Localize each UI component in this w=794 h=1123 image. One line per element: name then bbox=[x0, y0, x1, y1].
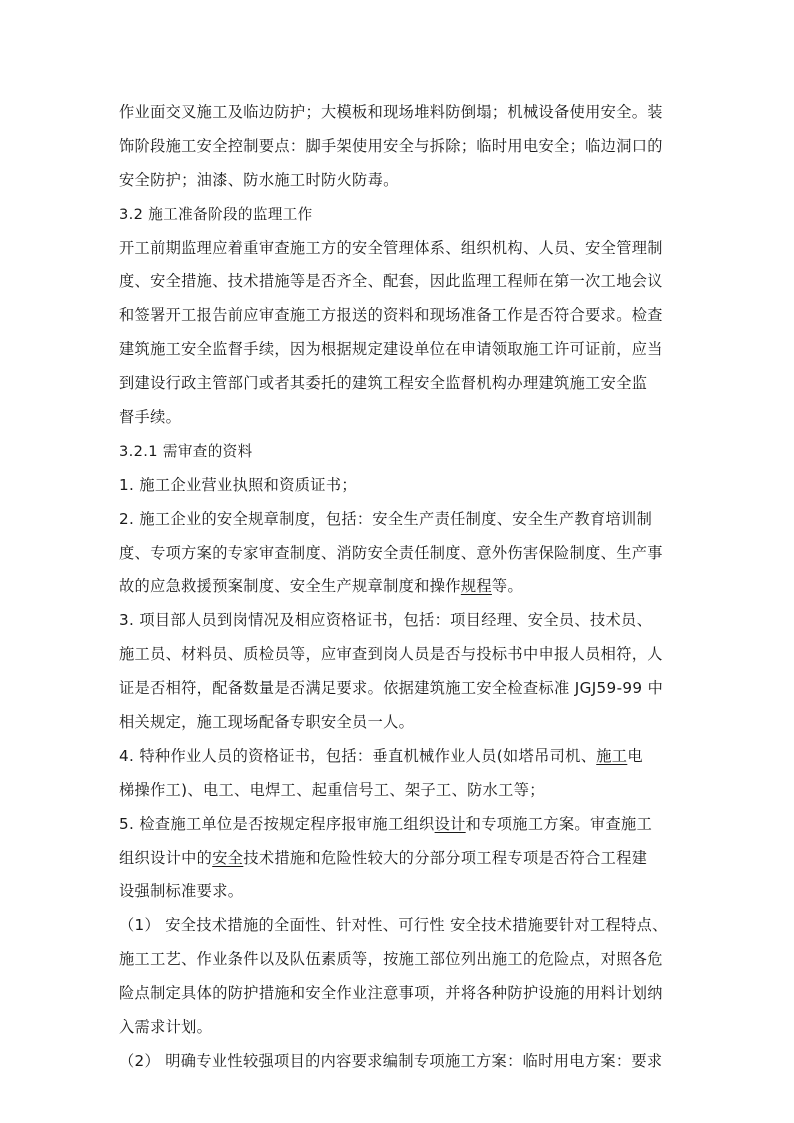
underlined-term: 规程 bbox=[460, 577, 492, 596]
list-item: （1） 安全技术措施的全面性、针对性、可行性 安全技术措施要针对工程特点、 bbox=[119, 916, 668, 935]
text-line: 证是否相符，配备数量是否满足要求。依据建筑施工安全检查标准 JGJ59-99 中 bbox=[119, 679, 664, 698]
text-segment: 组织设计中的 bbox=[119, 848, 213, 867]
list-item bbox=[119, 740, 676, 774]
text-line bbox=[119, 570, 676, 604]
underlined-term: 安全 bbox=[212, 848, 244, 867]
text-line: 梯操作工)、电工、电焊工、起重信号工、架子工、防水工等； bbox=[119, 780, 545, 799]
text-line: 开工前期监理应着重审查施工方的安全管理体系、组织机构、人员、安全管理制 bbox=[119, 238, 663, 257]
text-segment: 故的应急救援预案制度、安全生产规章制度和操作 bbox=[119, 577, 461, 596]
text-line: 险点制定具体的防护措施和安全作业注意事项，并将各种防护设施的用料计划纳 bbox=[119, 984, 663, 1003]
text-segment: 电 bbox=[627, 746, 643, 765]
underlined-term: 设计 bbox=[434, 814, 466, 833]
list-item: 2. 施工企业的安全规章制度，包括：安全生产责任制度、安全生产教育培训制 bbox=[119, 509, 653, 528]
text-segment: 5. 检查施工单位是否按规定程序报审施工组织 bbox=[119, 814, 435, 833]
section-heading: 3.2 施工准备阶段的监理工作 bbox=[119, 205, 313, 223]
text-line: 饰阶段施工安全控制要点：脚手架使用安全与拆除；临时用电安全；临边洞口的 bbox=[119, 136, 663, 155]
text-segment: 4. 特种作业人员的资格证书，包括：垂直机械作业人员(如塔吊司机、 bbox=[119, 746, 597, 765]
text-line: 作业面交叉施工及临边防护；大模板和现场堆料防倒塌；机械设备使用安全。装 bbox=[119, 103, 663, 121]
text-line: 设强制标准要求。 bbox=[119, 882, 244, 901]
underlined-term: 施工 bbox=[596, 746, 628, 765]
text-line: 施工员、材料员、质检员等，应审查到岗人员是否与投标书中申报人员相符，人 bbox=[119, 645, 663, 664]
subsection-heading: 3.2.1 需审查的资料 bbox=[119, 442, 253, 460]
text-line: 安全防护；油漆、防水施工时防火防毒。 bbox=[119, 170, 399, 189]
text-segment: 技术措施和危险性较大的分部分项工程专项是否符合工程建 bbox=[243, 848, 648, 867]
list-item: 3. 项目部人员到岗情况及相应资格证书，包括：项目经理、安全员、技术员、 bbox=[119, 611, 653, 630]
text-line bbox=[119, 842, 676, 876]
text-line: 建筑施工安全监督手续，因为根据规定建设单位在申请领取施工许可证前，应当 bbox=[119, 340, 663, 359]
text-line: 相关规定，施工现场配备专职安全员一人。 bbox=[119, 713, 415, 732]
list-item: 1. 施工企业营业执照和资质证书； bbox=[119, 475, 357, 494]
text-line: 督手续。 bbox=[119, 408, 182, 427]
text-line: 到建设行政主管部门或者其委托的建筑工程安全监督机构办理建筑施工安全监 bbox=[119, 374, 648, 393]
list-item bbox=[119, 808, 676, 842]
text-line: 和签署开工报告前应审查施工方报送的资料和现场准备工作是否符合要求。检查 bbox=[119, 306, 663, 325]
text-line: 施工工艺、作业条件以及队伍素质等，按施工部位列出施工的危险点，对照各危 bbox=[119, 950, 663, 969]
text-segment: 等。 bbox=[491, 577, 523, 596]
list-item: （2） 明确专业性较强项目的内容要求编制专项施工方案：临时用电方案：要求 bbox=[119, 1051, 663, 1070]
text-line: 度、专项方案的专家审查制度、消防安全责任制度、意外伤害保险制度、生产事 bbox=[119, 543, 663, 562]
text-line: 入需求计划。 bbox=[119, 1018, 213, 1037]
text-line: 度、安全措施、技术措施等是否齐全、配套，因此监理工程师在第一次工地会议 bbox=[119, 272, 663, 291]
text-segment: 和专项施工方案。审查施工 bbox=[465, 814, 653, 833]
